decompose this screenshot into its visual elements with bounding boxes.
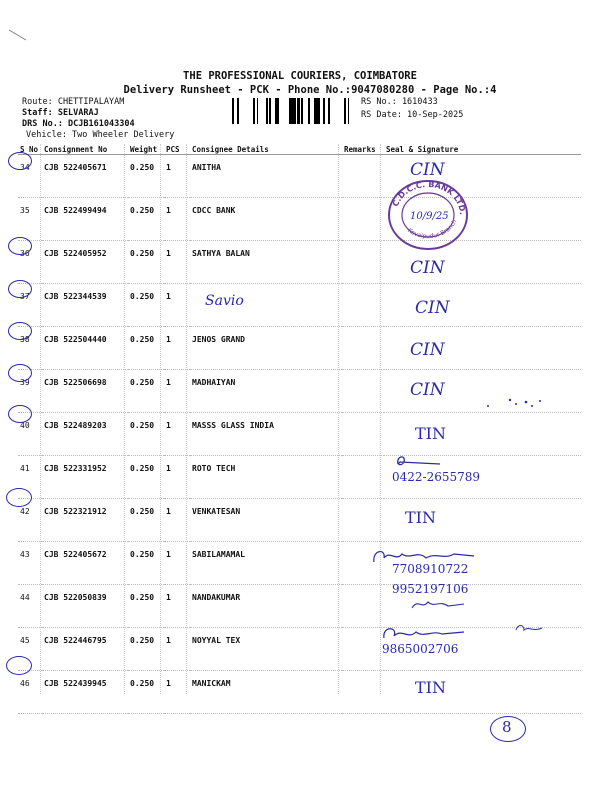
table-row — [18, 456, 581, 499]
cell-weight: 0.250 — [128, 155, 164, 198]
cell-remarks — [342, 284, 384, 327]
col-pcs: PCS — [164, 144, 190, 155]
cell-weight: 0.250 — [128, 671, 164, 714]
rs-date: RS Date: 10-Sep-2025 — [361, 110, 464, 120]
sno-circle — [8, 322, 32, 340]
col-consignee: Consignee Details — [190, 144, 342, 155]
cell-weight: 0.250 — [128, 585, 164, 628]
table-row — [18, 198, 581, 241]
cell-pcs: 1 — [164, 241, 190, 284]
signature-44-scribble — [408, 596, 468, 612]
table-row — [18, 155, 581, 198]
signature-34: CIN — [410, 160, 445, 180]
sno-circle — [8, 364, 32, 382]
signature-42: TIN — [405, 508, 436, 527]
barcode — [232, 98, 358, 124]
phone-45: 9865002706 — [382, 642, 459, 656]
cell-sno: 36 — [18, 241, 42, 284]
cell-sno: 43 — [18, 542, 42, 585]
cell-consignee: VENKATESAN — [190, 499, 342, 542]
cell-sno: 40 — [18, 413, 42, 456]
table-row — [18, 628, 581, 671]
cell-pcs: 1 — [164, 413, 190, 456]
cell-consignment-no: CJB 522489203 — [42, 413, 128, 456]
cell-weight: 0.250 — [128, 628, 164, 671]
cell-pcs: 1 — [164, 542, 190, 585]
cell-consignee: NOYYAL TEX — [190, 628, 342, 671]
cell-weight: 0.250 — [128, 413, 164, 456]
col-sno: S No — [18, 144, 42, 155]
col-seal-signature: Seal & Signature — [384, 144, 581, 155]
cell-consignment-no: CJB 522321912 — [42, 499, 128, 542]
cell-pcs: 1 — [164, 155, 190, 198]
cell-sno: 42 — [18, 499, 42, 542]
signature-36: CIN — [410, 258, 445, 278]
scan-corner-mark — [8, 28, 28, 42]
signature-40: TIN — [415, 424, 446, 443]
phone-41: 0422-2655789 — [392, 470, 481, 484]
cell-sno: 41 — [18, 456, 42, 499]
drs-info: DRS No.: DCJB161043304 — [22, 119, 135, 129]
cell-consignee: ANITHA — [190, 155, 342, 198]
runsheet-table — [18, 144, 581, 714]
cell-seal-signature — [384, 284, 581, 327]
cell-sno: 46 — [18, 671, 42, 714]
signature-39: CIN — [410, 380, 445, 400]
bank-seal-stamp — [386, 178, 470, 252]
signature-46: TIN — [415, 678, 446, 697]
cell-consignee: SABILAMAMAL — [190, 542, 342, 585]
table-row — [18, 542, 581, 585]
cell-remarks — [342, 241, 384, 284]
cell-pcs: 1 — [164, 499, 190, 542]
cell-sno: 45 — [18, 628, 42, 671]
cell-consignment-no: CJB 522405672 — [42, 542, 128, 585]
col-consignment: Consignment No — [42, 144, 128, 155]
cell-consignment-no: CJB 522344539 — [42, 284, 128, 327]
cell-weight: 0.250 — [128, 456, 164, 499]
cell-pcs: 1 — [164, 284, 190, 327]
sno-circle — [8, 280, 32, 298]
cell-consignment-no: CJB 522506698 — [42, 370, 128, 413]
cell-consignee: MADHAIYAN — [190, 370, 342, 413]
col-weight: Weight — [128, 144, 164, 155]
staff-info: Staff: SELVARAJ — [22, 108, 99, 118]
cell-consignment-no: CJB 522405671 — [42, 155, 128, 198]
signature-41-scribble — [392, 452, 452, 470]
sno-circle — [6, 656, 32, 675]
cell-seal-signature — [384, 671, 581, 714]
cell-sno: 44 — [18, 585, 42, 628]
stamp-bank-name: C.D.C.C. BANK LTD. — [390, 179, 468, 216]
cell-consignment-no: CJB 522504440 — [42, 327, 128, 370]
cell-remarks — [342, 628, 384, 671]
cell-remarks — [342, 198, 384, 241]
cell-pcs: 1 — [164, 671, 190, 714]
table-row — [18, 671, 581, 714]
ink-mark-45 — [512, 622, 548, 636]
cell-consignment-no: CJB 522405952 — [42, 241, 128, 284]
cell-weight: 0.250 — [128, 241, 164, 284]
phone-43: 7708910722 — [392, 562, 469, 576]
cell-consignee: CDCC BANK — [190, 198, 342, 241]
cell-pcs: 1 — [164, 628, 190, 671]
cell-remarks — [342, 413, 384, 456]
cell-weight: 0.250 — [128, 370, 164, 413]
signature-38: CIN — [410, 340, 445, 360]
cell-weight: 0.250 — [128, 284, 164, 327]
rs-number: RS No.: 1610433 — [361, 97, 438, 107]
sno-circle — [6, 488, 32, 507]
cell-consignment-no: CJB 522331952 — [42, 456, 128, 499]
cell-consignment-no: CJB 522499494 — [42, 198, 128, 241]
cell-consignee: MASSS GLASS INDIA — [190, 413, 342, 456]
cell-consignment-no: CJB 522446795 — [42, 628, 128, 671]
cell-pcs: 1 — [164, 327, 190, 370]
cell-pcs: 1 — [164, 585, 190, 628]
cell-remarks — [342, 155, 384, 198]
document-title: THE PROFESSIONAL COURIERS, COIMBATORE — [183, 70, 417, 82]
vehicle-info: Vehicle: Two Wheeler Delivery — [26, 130, 175, 140]
col-remarks: Remarks — [342, 144, 384, 155]
cell-seal-signature — [384, 413, 581, 456]
cell-consignee: JENOS GRAND — [190, 327, 342, 370]
cell-remarks — [342, 370, 384, 413]
cell-remarks — [342, 671, 384, 714]
stamp-date: 10/9/25 — [410, 211, 449, 222]
table-row — [18, 585, 581, 628]
handwritten-name-37: Savio — [205, 293, 244, 309]
ink-specks — [480, 392, 550, 414]
cell-consignee: ROTO TECH — [190, 456, 342, 499]
table-row — [18, 284, 581, 327]
sno-circle — [8, 152, 32, 170]
table-header-row — [18, 144, 581, 155]
sno-circle — [8, 237, 32, 255]
page-mark: 8 — [502, 718, 512, 736]
document-subtitle: Delivery Runsheet - PCK - Phone No.:9047080280 - Page No.:4 — [123, 84, 497, 96]
cell-sno: 37 — [18, 284, 42, 327]
cell-pcs: 1 — [164, 198, 190, 241]
cell-pcs: 1 — [164, 456, 190, 499]
cell-consignment-no: CJB 522050839 — [42, 585, 128, 628]
cell-sno: 39 — [18, 370, 42, 413]
cell-remarks — [342, 456, 384, 499]
cell-remarks — [342, 327, 384, 370]
cell-consignee: SATHYA BALAN — [190, 241, 342, 284]
cell-consignee: MANICKAM — [190, 671, 342, 714]
signature-45-scribble — [380, 624, 480, 644]
table-row — [18, 413, 581, 456]
signature-37: CIN — [415, 298, 450, 318]
table-row — [18, 327, 581, 370]
table-row — [18, 499, 581, 542]
table-row — [18, 241, 581, 284]
cell-sno: 35 — [18, 198, 42, 241]
cell-remarks — [342, 499, 384, 542]
cell-weight: 0.250 — [128, 198, 164, 241]
cell-pcs: 1 — [164, 370, 190, 413]
cell-weight: 0.250 — [128, 542, 164, 585]
cell-sno: 34 — [18, 155, 42, 198]
cell-weight: 0.250 — [128, 499, 164, 542]
cell-weight: 0.250 — [128, 327, 164, 370]
cell-consignment-no: CJB 522439945 — [42, 671, 128, 714]
route-info: Route: CHETTIPALAYAM — [22, 97, 125, 107]
stamp-branch: Kovaipudur Branch — [406, 218, 459, 241]
sno-circle — [8, 405, 32, 423]
cell-sno: 38 — [18, 327, 42, 370]
cell-consignee: NANDAKUMAR — [190, 585, 342, 628]
phone-44: 9952197106 — [392, 582, 469, 596]
cell-remarks — [342, 585, 384, 628]
